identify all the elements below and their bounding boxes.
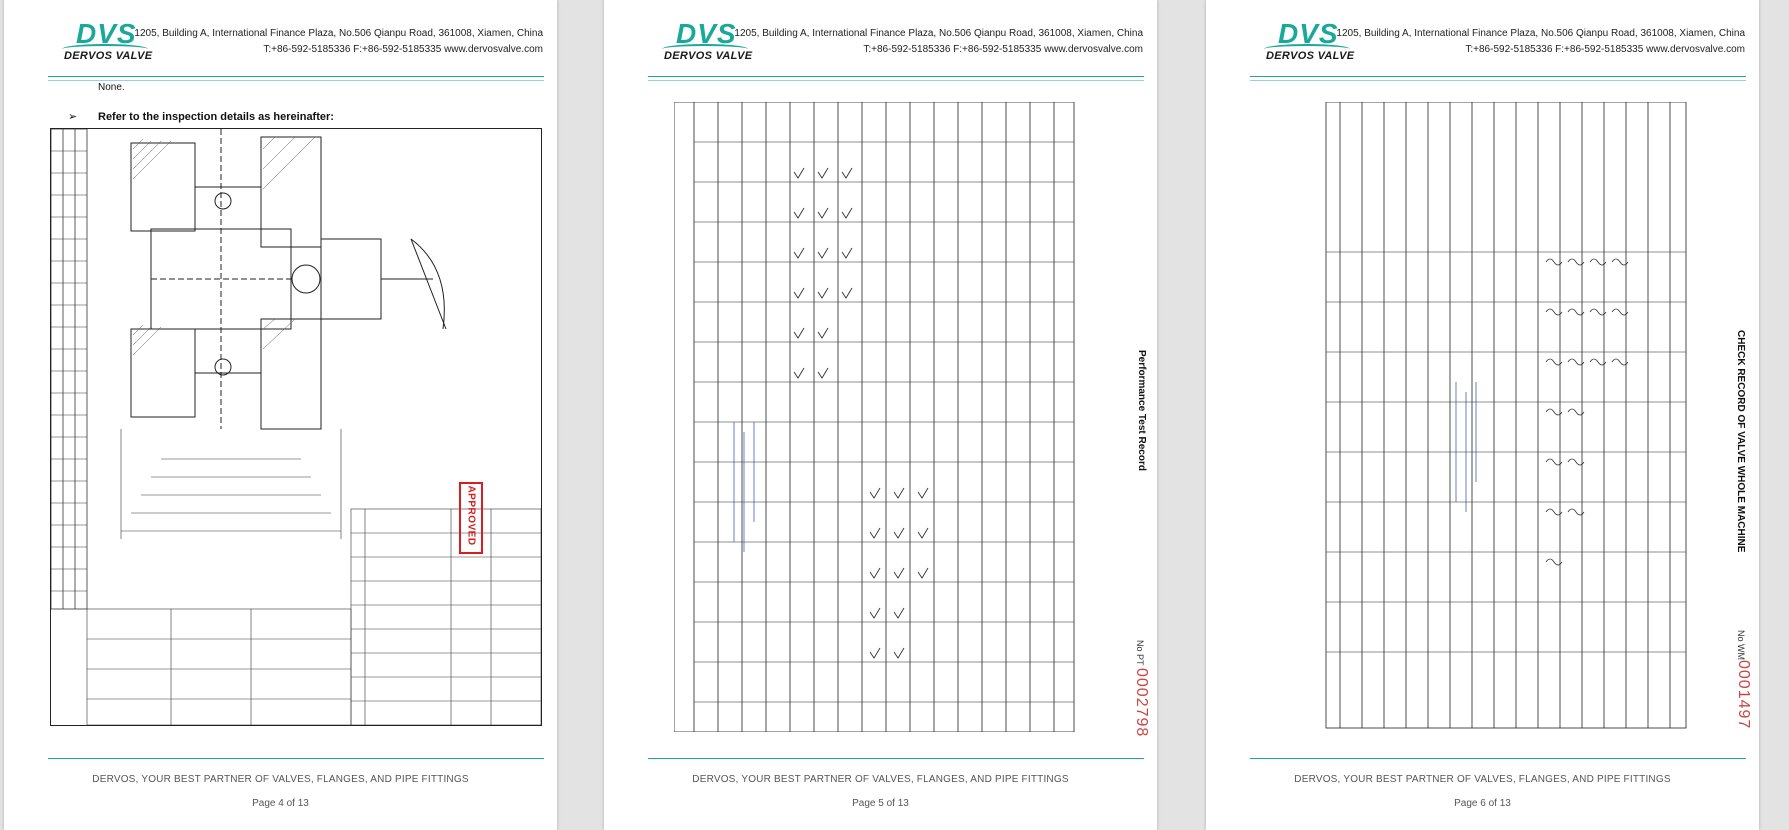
blue-inspection-stamp bbox=[734, 422, 754, 552]
logo-text: DERVOS VALVE bbox=[64, 50, 153, 62]
performance-test-record-scan bbox=[674, 102, 1140, 732]
footer-divider bbox=[1250, 758, 1746, 759]
address-line: 1205, Building A, International Finance Plaza, No.506 Qianpu Road, 361008, Xiamen, China bbox=[134, 28, 543, 39]
header-divider-light bbox=[648, 80, 1144, 81]
header-divider-light bbox=[1250, 80, 1746, 81]
footer-slogan: DERVOS, YOUR BEST PARTNER OF VALVES, FLANGES, AND PIPE FITTINGS bbox=[692, 774, 1069, 785]
record-title: CHECK RECORD OF VALVE WHOLE MACHINE bbox=[1735, 330, 1746, 553]
contact-line: T:+86-592-5185336 F:+86-592-5185335 www.dervosvalve.com bbox=[863, 44, 1143, 55]
logo-text: DERVOS VALVE bbox=[664, 50, 753, 62]
valve-assembly-drawing bbox=[50, 128, 542, 726]
parts-list bbox=[351, 509, 541, 725]
contact-line: T:+86-592-5185336 F:+86-592-5185335 www.dervosvalve.com bbox=[1465, 44, 1745, 55]
handwritten-entries bbox=[1546, 259, 1628, 565]
page-header bbox=[604, 0, 1157, 80]
company-address bbox=[734, 26, 1143, 58]
footer-divider bbox=[48, 758, 544, 759]
address-line: 1205, Building A, International Finance Plaza, No.506 Qianpu Road, 361008, Xiamen, China bbox=[1336, 28, 1745, 39]
logo-text: DERVOS VALVE bbox=[1266, 50, 1355, 62]
address-line: 1205, Building A, International Finance Plaza, No.506 Qianpu Road, 361008, Xiamen, China bbox=[734, 28, 1143, 39]
approved-stamp bbox=[459, 482, 483, 554]
record-number: 0002798 bbox=[1133, 668, 1150, 738]
page-header bbox=[4, 0, 557, 80]
logo-mark: DVS bbox=[676, 18, 737, 49]
footer-divider bbox=[648, 758, 1144, 759]
logo-mark: DVS bbox=[1278, 18, 1339, 49]
page-number: Page 6 of 13 bbox=[1454, 798, 1511, 809]
hatching bbox=[133, 137, 315, 355]
record-number: 0001497 bbox=[1735, 660, 1752, 730]
blue-inspection-stamp bbox=[1456, 382, 1476, 512]
header-divider-light bbox=[48, 80, 544, 81]
page-header bbox=[1206, 0, 1759, 80]
none-text: None. bbox=[98, 82, 125, 93]
document-page-6 bbox=[1206, 0, 1759, 830]
document-page-4 bbox=[4, 0, 557, 830]
dimension-table bbox=[51, 129, 87, 609]
valve-body bbox=[131, 129, 446, 429]
page-number: Page 4 of 13 bbox=[252, 798, 309, 809]
inspection-intro: Refer to the inspection details as hereinafter: bbox=[98, 111, 334, 123]
contact-line: T:+86-592-5185336 F:+86-592-5185335 www.dervosvalve.com bbox=[263, 44, 543, 55]
record-title: Performance Test Record bbox=[1136, 350, 1147, 471]
header-divider bbox=[648, 76, 1144, 77]
record-number-label: No PT bbox=[1135, 640, 1145, 666]
approved-stamp-text: APPROVED bbox=[465, 485, 477, 546]
header-divider bbox=[1250, 76, 1746, 77]
arrow-bullet-icon: ➢ bbox=[68, 111, 78, 123]
valve-check-record-scan bbox=[1276, 102, 1742, 732]
logo-mark: DVS bbox=[76, 18, 137, 49]
company-address bbox=[134, 26, 543, 58]
company-address bbox=[1336, 26, 1745, 58]
header-divider bbox=[48, 76, 544, 77]
footer-slogan: DERVOS, YOUR BEST PARTNER OF VALVES, FLANGES, AND PIPE FITTINGS bbox=[1294, 774, 1671, 785]
page-number: Page 5 of 13 bbox=[852, 798, 909, 809]
document-page-5 bbox=[604, 0, 1157, 830]
record-number-label: No WM bbox=[1736, 630, 1746, 660]
footer-slogan: DERVOS, YOUR BEST PARTNER OF VALVES, FLANGES, AND PIPE FITTINGS bbox=[92, 774, 469, 785]
dimension-lines bbox=[121, 429, 341, 539]
title-block bbox=[87, 609, 351, 725]
